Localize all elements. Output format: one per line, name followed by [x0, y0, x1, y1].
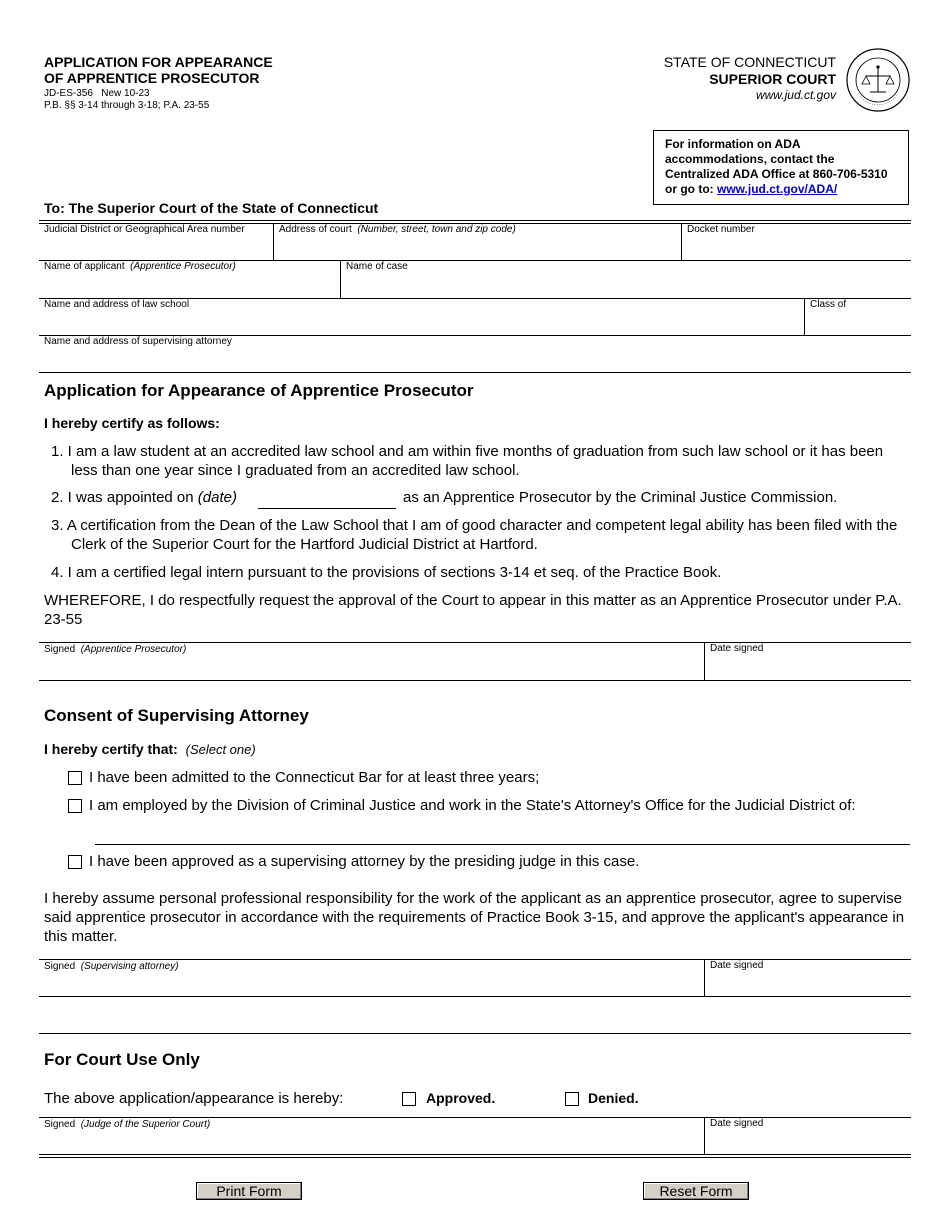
ada-info-box [653, 130, 909, 205]
case-label: Name of case [346, 261, 408, 272]
bar-admission-checkbox[interactable] [68, 771, 82, 785]
judge-date-input[interactable] [710, 1134, 906, 1152]
judge-signed-label: Signed (Judge of the Superior Court) [44, 1119, 211, 1130]
to-line: To: The Superior Court of the State of Connecticut [44, 200, 379, 216]
form-id: JD-ES-356 New 10-23 [44, 88, 150, 99]
denied-label: Denied. [588, 1090, 639, 1106]
signature-divider [704, 959, 705, 996]
judge-date-label: Date signed [710, 1118, 764, 1129]
consent-heading: Consent of Supervising Attorney [44, 706, 309, 725]
form-title [44, 54, 273, 86]
consent-option-1: I have been admitted to the Connecticut Bar for at least three years; [89, 769, 540, 786]
court-name: SUPERIOR COURT [709, 71, 836, 87]
grid-divider [804, 298, 805, 335]
signature-divider [704, 642, 705, 680]
appointment-date-input[interactable] [258, 490, 396, 509]
address-input[interactable] [279, 239, 677, 257]
form-statutes: P.B. §§ 3-14 through 3-18; P.A. 23-55 [44, 100, 210, 111]
judge-signature-input[interactable] [44, 1134, 699, 1152]
reset-form-button[interactable]: Reset Form [643, 1182, 749, 1200]
print-form-button[interactable]: Print Form [196, 1182, 302, 1200]
section-rule [39, 1033, 911, 1034]
ada-info-text: For information on ADA accommodations, contact the Centralized ADA Office at 860-706-5310 or go to: [665, 137, 888, 196]
consent-option-2: I am employed by the Division of Criminal Justice and work in the State's Attorney's Office for the Judicial District of: [89, 797, 856, 814]
ada-link[interactable]: www.jud.ct.gov/ADA/ [716, 182, 838, 196]
signature-rule [39, 1157, 911, 1158]
signature-rule [39, 996, 911, 997]
applicant-signed-label: Signed (Apprentice Prosecutor) [44, 644, 187, 655]
signature-rule [39, 680, 911, 681]
grid-divider [340, 260, 341, 298]
state-name: STATE OF CONNECTICUT [663, 54, 836, 70]
class-input[interactable] [810, 314, 906, 332]
address-label: Address of court (Number, street, town and zip code) [279, 224, 516, 235]
approved-checkbox[interactable] [402, 1092, 416, 1106]
applicant-date-input[interactable] [710, 659, 906, 677]
grid-rule-row4 [39, 372, 911, 373]
jd-input[interactable] [44, 239, 268, 257]
court-use-above: The above application/appearance is hereby: [44, 1090, 344, 1107]
supervisor-signed-label: Signed (Supervising attorney) [44, 961, 179, 972]
judge-approved-checkbox[interactable] [68, 855, 82, 869]
docket-input[interactable] [687, 239, 907, 257]
application-item-4: 4. I am a certified legal intern pursuant to the provisions of sections 3-14 et seq. of the Practice Book. [51, 564, 722, 581]
class-label: Class of [810, 299, 847, 310]
application-item-2-end: as an Apprentice Prosecutor by the Criminal Justice Commission. [403, 489, 838, 506]
approved-label: Approved. [426, 1090, 496, 1106]
court-website: www.jud.ct.gov [755, 88, 836, 102]
court-use-heading: For Court Use Only [44, 1050, 200, 1069]
supervisor-date-input[interactable] [710, 976, 906, 994]
applicant-date-label: Date signed [710, 643, 764, 654]
consent-assume: I hereby assume personal professional responsibility for the work of the applicant as an apprentice prosecutor, agree to supervise said apprentice prosecutor in accordance with the requirements of Practice Book 3-15, and approve the applicant's appearance in this matter. [44, 890, 905, 945]
school-label: Name and address of law school [44, 299, 190, 310]
form-title-line2: OF APPRENTICE PROSECUTOR [44, 70, 260, 86]
signature-rule [39, 1117, 911, 1118]
denied-checkbox[interactable] [565, 1092, 579, 1106]
supervisor-input[interactable] [44, 351, 906, 369]
court-seal [846, 48, 910, 112]
signature-rule [39, 642, 911, 643]
applicant-label: Name of applicant (Apprentice Prosecutor) [44, 261, 236, 272]
form-title-line1: APPLICATION FOR APPEARANCE [44, 54, 273, 70]
application-item-3: 3. A certification from the Dean of the Law School that I am of good character and competent legal ability has been filed with the Clerk of the Superior Court for the Hartford Judicial District at Hartford. [51, 517, 898, 553]
application-certify: I hereby certify as follows: [44, 415, 220, 431]
grid-top-rule-1 [39, 220, 911, 221]
application-wherefore: WHEREFORE, I do respectfully request the approval of the Court to appear in this matter as an Apprentice Prosecutor under P.A. 23-55 [44, 592, 902, 628]
grid-divider [681, 223, 682, 260]
case-input[interactable] [346, 277, 906, 295]
application-item-2: 2. I was appointed on (date) [51, 489, 237, 506]
docket-label: Docket number [687, 224, 755, 235]
grid-divider [273, 223, 274, 260]
supervisor-date-label: Date signed [710, 960, 764, 971]
jd-label: Judicial District or Geographical Area number [44, 224, 245, 235]
signature-rule [39, 1154, 911, 1155]
division-employee-checkbox[interactable] [68, 799, 82, 813]
school-input[interactable] [44, 314, 799, 332]
signature-rule [39, 959, 911, 960]
application-heading: Application for Appearance of Apprentice Prosecutor [44, 381, 474, 400]
applicant-signature-input[interactable] [44, 659, 699, 677]
consent-certify: I hereby certify that: (Select one) [44, 741, 256, 757]
supervisor-signature-input[interactable] [44, 976, 699, 994]
application-item-1: 1. I am a law student at an accredited law school and am within five months of graduation from such law school or it has been less than one year since I graduated from an accredited law school. [51, 443, 884, 479]
judicial-district-input[interactable] [95, 826, 910, 845]
supervisor-label: Name and address of supervising attorney [44, 336, 232, 347]
signature-divider [704, 1117, 705, 1154]
consent-option-3: I have been approved as a supervising attorney by the presiding judge in this case. [89, 853, 640, 870]
applicant-input[interactable] [44, 277, 334, 295]
